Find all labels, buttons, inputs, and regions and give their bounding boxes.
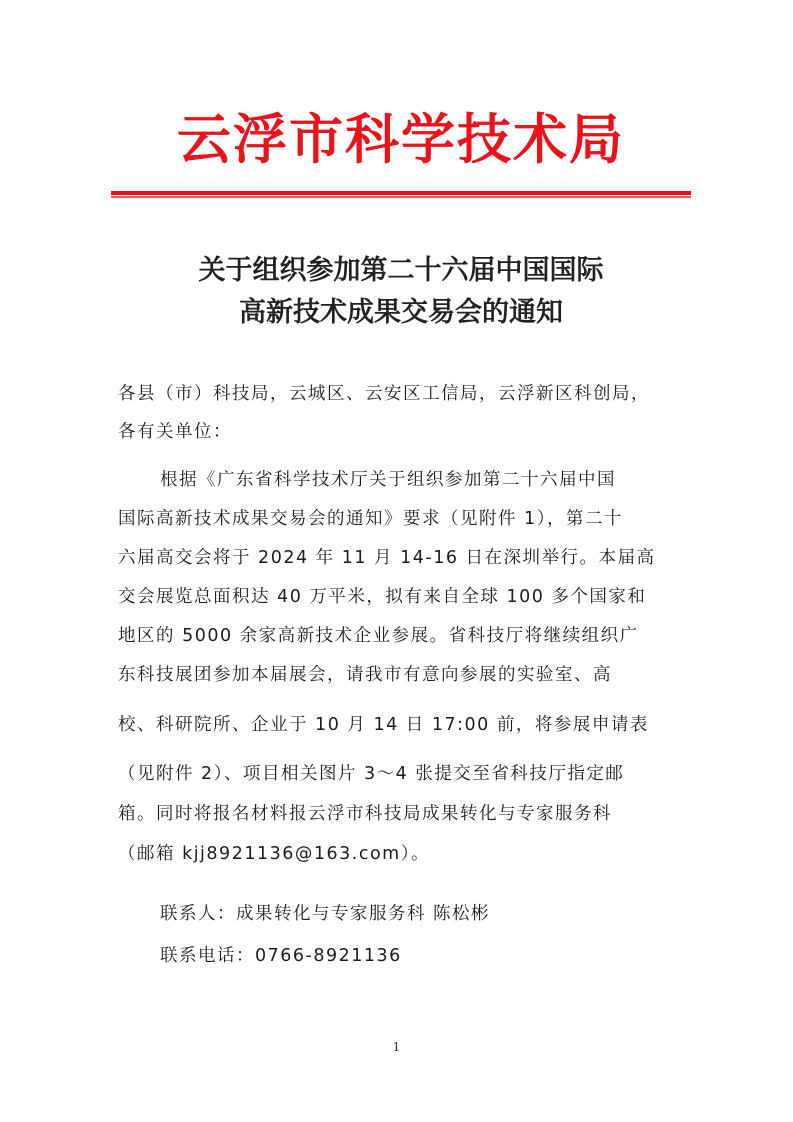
body-line: 根据《广东省科学技术厅关于组织参加第二十六届中国	[160, 470, 616, 490]
body-line: 交会展览总面积达 40 万平米，拟有来自全球 100 多个国家和	[118, 587, 647, 607]
page-number: 1	[392, 1040, 401, 1054]
salutation-line-1: 各县（市）科技局，云城区、云安区工信局，云浮新区科创局，	[118, 384, 650, 404]
body-line: 地区的 5000 余家高新技术企业参展。省科技厅将继续组织广	[118, 626, 639, 646]
salutation-line-2: 各有关单位：	[118, 422, 232, 442]
body-line: 箱。同时将报名材料报云浮市科技局成果转化与专家服务科	[118, 804, 612, 824]
body-line: （见附件 2）、项目相关图片 3～4 张提交至省科技厅指定邮	[118, 764, 625, 784]
body-line: 国际高新技术成果交易会的通知》要求（见附件 1），第二十	[118, 509, 623, 529]
document-title-line-1: 关于组织参加第二十六届中国国际	[198, 255, 604, 286]
header-rule-thick	[111, 191, 691, 195]
organization-header: 云浮市科学技术局	[177, 107, 625, 171]
contact-person: 联系人：成果转化与专家服务科 陈松彬	[160, 904, 491, 924]
body-line-email: （邮箱 kjj8921136@163.com）。	[118, 844, 430, 864]
body-line: 东科技展团参加本届展会，请我市有意向参展的实验室、高	[118, 665, 612, 685]
body-line: 六届高交会将于 2024 年 11 月 14-16 日在深圳举行。本届高	[118, 548, 656, 568]
header-rule-thin	[111, 196, 691, 198]
body-line: 校、科研院所、企业于 10 月 14 日 17:00 前，将参展申请表	[118, 715, 649, 735]
contact-phone: 联系电话：0766-8921136	[160, 946, 402, 966]
document-title-line-2: 高新技术成果交易会的通知	[239, 297, 563, 328]
